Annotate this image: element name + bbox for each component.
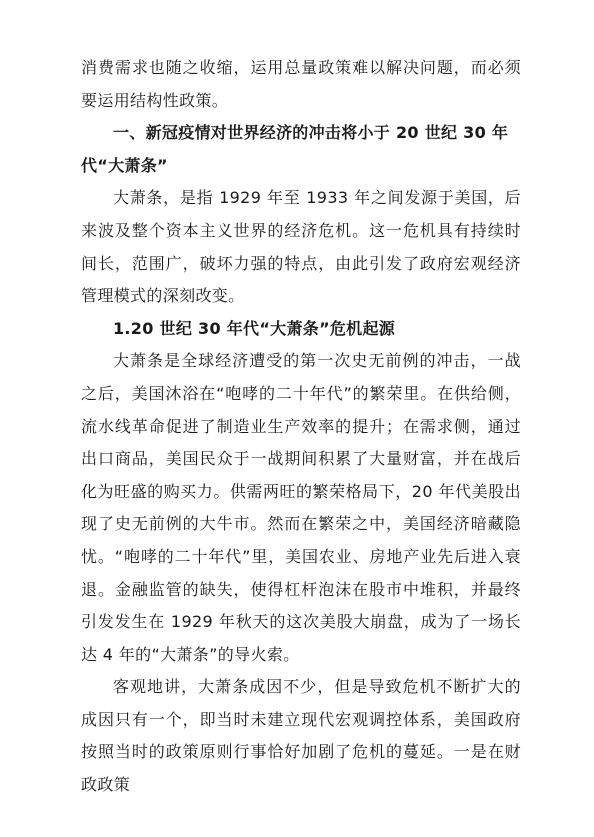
paragraph-origin-details: 大萧条是全球经济遭受的第一次史无前例的冲击，一战之后，美国沐浴在“咆哮的二十年代”的繁荣里。在供给侧，流水线革命促进了制造业生产效率的提升；在需求侧，通过出口商品，美国民众于一战期间积累了大量财富，并在战后化为旺盛的购买力。供需两旺的繁荣格局下，20 年代美股出现了史无前例的大牛市。然而在繁荣之中，美国经济暗藏隐忧。“咆哮的二十年代”里，美国农业、房地产业先后进入衰退。金融监管的缺失，使得杠杆泡沫在股市中堆积，并最终引发发生在 1929 年秋天的这次美股大崩盘，成为了一场长达 4 年的“大萧条”的导火索。	[81, 351, 521, 664]
paragraph-causes: 客观地讲，大萧条成因不少，但是导致危机不断扩大的成因只有一个，即当时未建立现代宏观调控体系，美国政府按照当时的政策原则行事恰好加剧了危机的蔓延。一是在财政政策	[81, 677, 521, 795]
subsection-heading-origin: 1.20 世纪 30 年代“大萧条”危机起源	[113, 318, 396, 338]
paragraph-great-depression-definition: 大萧条，是指 1929 年至 1933 年之间发源于美国，后来波及整个资本主义世界的经济危机。这一危机具有持续时间长，范围广，破坏力强的特点，由此引发了政府宏观经济管理模式的深刻改变。	[81, 188, 521, 306]
section-heading-covid-impact: 一、新冠疫情对世界经济的冲击将小于 20 世纪 30 年代“大萧条”	[81, 123, 509, 175]
document-page	[81, 52, 521, 802]
paragraph-continuation: 消费需求也随之收缩，运用总量政策难以解决问题，而必须要运用结构性政策。	[81, 58, 521, 110]
